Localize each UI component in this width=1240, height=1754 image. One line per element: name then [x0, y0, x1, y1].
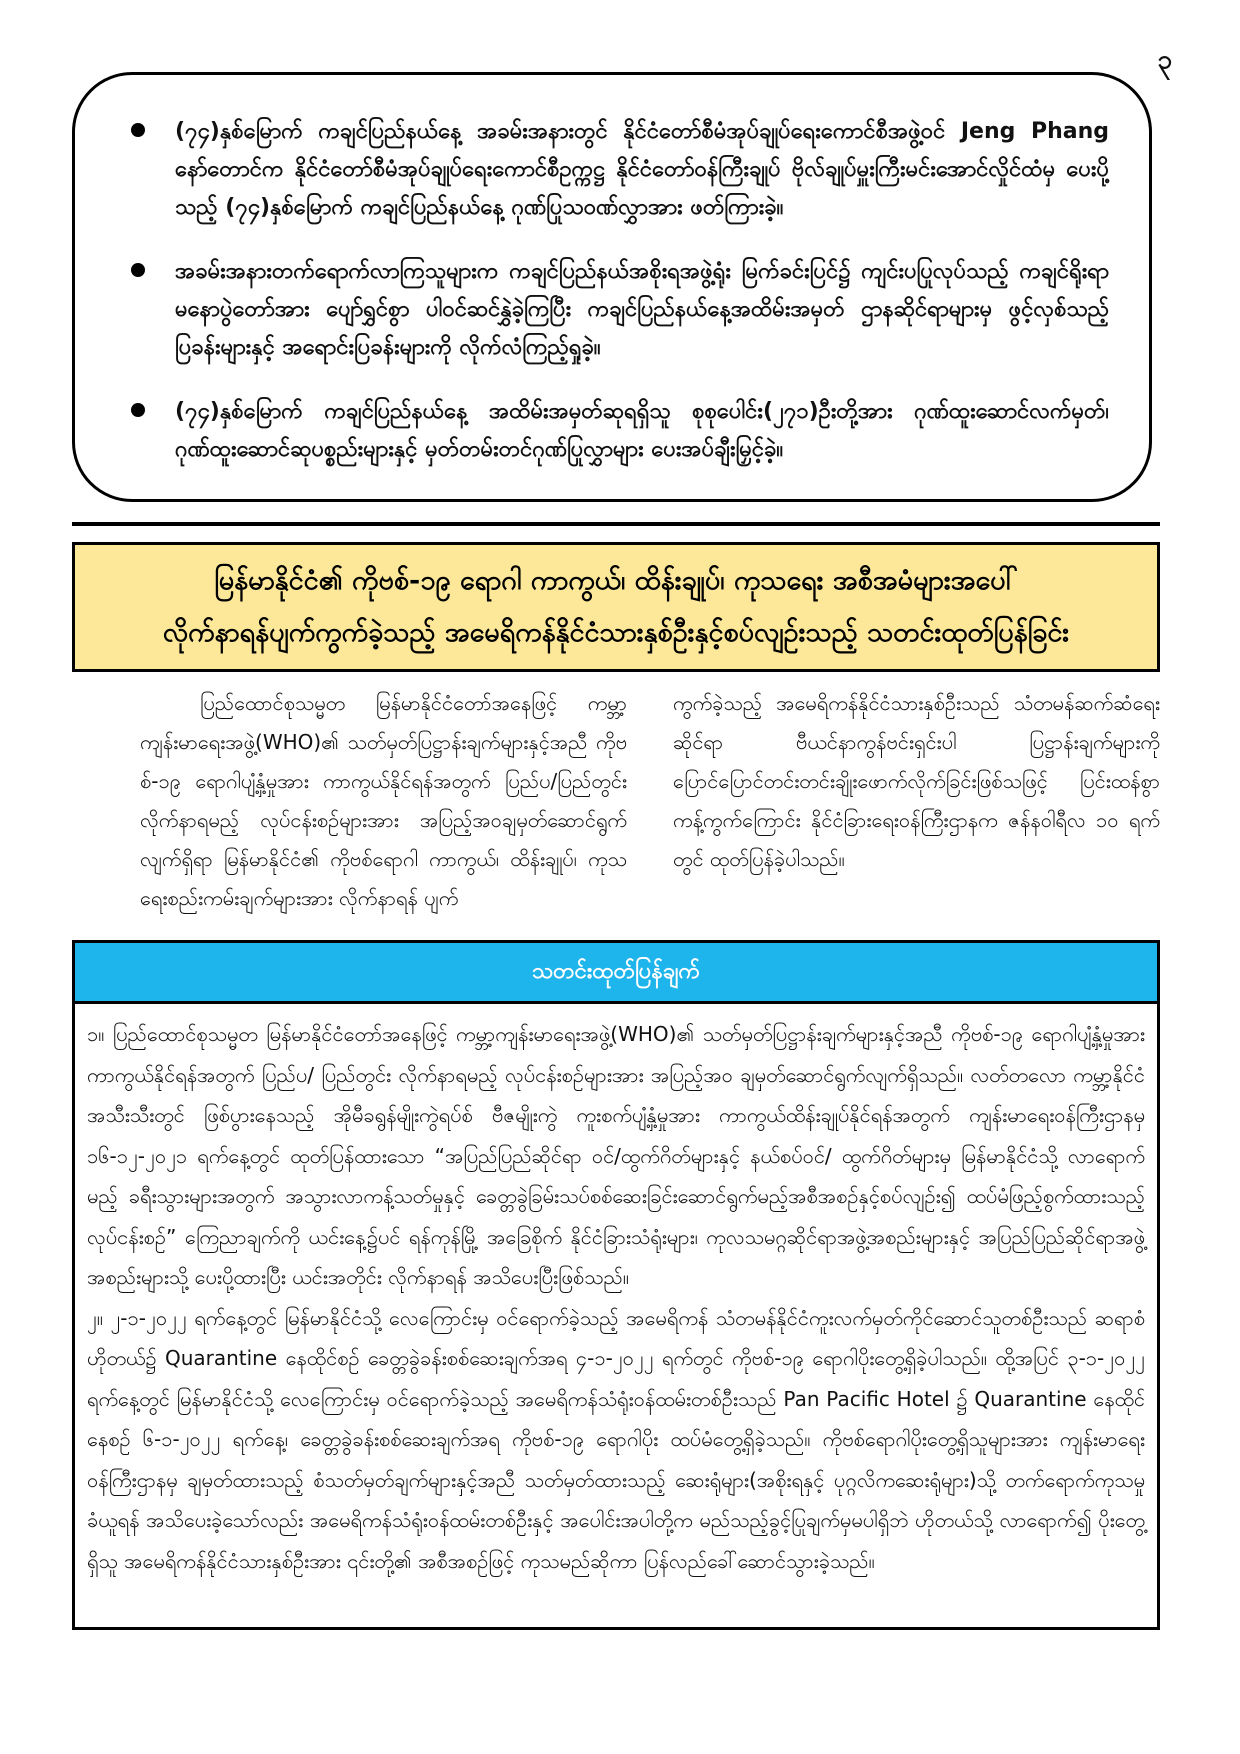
headline-line-1: မြန်မာနိုင်ငံ၏ ကိုဗစ်-၁၉ ရောဂါ ကာကွယ်၊ ထိန်းချုပ်၊ ကုသရေး အစီအမံများအပေါ် [214, 565, 1018, 596]
intro-columns [140, 684, 1160, 918]
highlight-text: အခမ်းအနားတက်ရောက်လာကြသူများက ကချင်ပြည်နယ်အစိုးရအဖွဲ့ရုံး မြက်ခင်းပြင်၌ ကျင်းပပြုလုပ်သည့် ကချင်ရိုးရာမနောပွဲတော်အား ပျော်ရွှင်စွာ ပါဝင်ဆင်နွှဲခဲ့ကြပြီး ကချင်ပြည်နယ်နေ့အထိမ်းအမှတ် ဌာနဆိုင်ရာများမှ ဖွင့်လှစ်သည့်ပြခန်းများနှင့် အရောင်းပြခန်းများကို လိုက်လံကြည့်ရှုခဲ့။ [175, 259, 1109, 360]
highlight-text: (၇၄)နှစ်မြောက် ကချင်ပြည်နယ်နေ့ အခမ်းအနားတွင် နိုင်ငံတော်စီမံအုပ်ချုပ်ရေးကောင်စီအဖွဲ့ဝင် Jeng Phang နော်တောင်က နိုင်ငံတော်စီမံအုပ်ချုပ်ရေးကောင်စီဥက္ကဋ္ဌ နိုင်ငံတော်ဝန်ကြီးချုပ် ဗိုလ်ချုပ်မှူးကြီးမင်းအောင်လှိုင်ထံမှ ပေးပို့သည့် (၇၄)နှစ်မြောက် ကချင်ပြည်နယ်နေ့ ဂုဏ်ပြုသဝဏ်လွှာအား ဖတ်ကြားခဲ့။ [175, 119, 1109, 220]
highlights-callout [72, 72, 1152, 502]
section-divider [72, 522, 1160, 526]
press-statement-title: သတင်းထုတ်ပြန်ချက် [75, 943, 1157, 1004]
press-statement-box [72, 940, 1160, 1630]
press-statement-body [75, 1004, 1157, 1581]
statement-paragraph-1: ၁။ ပြည်ထောင်စုသမ္မတ မြန်မာနိုင်ငံတော်အနေဖြင့် ကမ္ဘာ့ကျန်းမာရေးအဖွဲ့(WHO)၏ သတ်မှတ်ပြဋ္ဌာန်းချက်များနှင့်အညီ ကိုဗစ်-၁၉ ရောဂါပျံ့နှံ့မှုအား ကာကွယ်နိုင်ရန်အတွက် ပြည်ပ/ ပြည်တွင်း လိုက်နာရမည့် လုပ်ငန်းစဉ်များအား အပြည့်အဝ ချမှတ်ဆောင်ရွက်လျက်ရှိသည်။ လတ်တလော ကမ္ဘာ့နိုင်ငံအသီးသီးတွင် ဖြစ်ပွားနေသည့် အိုမီခရွန်မျိုးကွဲရပ်စ် ဗီဇမျိုးကွဲ ကူးစက်ပျံ့နှံ့မှုအား ကာကွယ်ထိန်းချုပ်နိုင်ရန်အတွက် ကျန်းမာရေးဝန်ကြီးဌာနမှ ၁၆-၁၂-၂၀၂၁ ရက်နေ့တွင် ထုတ်ပြန်ထားသော “အပြည်ပြည်ဆိုင်ရာ ဝင်/ထွက်ဂိတ်များနှင့် နယ်စပ်ဝင်/ ထွက်ဂိတ်များမှ မြန်မာနိုင်ငံသို့ လာရောက်မည့် ခရီးသွားများအတွက် အသွားလာကန့်သတ်မှုနှင့် ခေတ္တခွဲခြမ်းသပ်စစ်ဆေးခြင်းဆောင်ရွက်မည့်အစီအစဉ်နှင့်စပ်လျဉ်း၍ ထပ်မံဖြည့်စွက်ထားသည့် လုပ်ငန်းစဉ်” ကြေညာချက်ကို ယင်းနေ့၌ပင် ရန်ကုန်မြို့ အခြေစိုက် နိုင်ငံခြားသံရုံးများ၊ ကုလသမဂ္ဂဆိုင်ရာအဖွဲ့အစည်းများနှင့် အပြည်ပြည်ဆိုင်ရာအဖွဲ့အစည်းများသို့ ပေးပို့ထားပြီး ယင်းအတိုင်း လိုက်နာရန် အသိပေးပြီးဖြစ်သည်။ [87, 1022, 1145, 1289]
highlight-item [131, 393, 1109, 469]
highlights-list [131, 113, 1109, 469]
bullet-icon [131, 263, 145, 277]
highlight-text: (၇၄)နှစ်မြောက် ကချင်ပြည်နယ်နေ့ အထိမ်းအမှတ်ဆုရရှိသူ စုစုပေါင်း(၂၇၁)ဦးတို့အား ဂုဏ်ထူးဆောင်လက်မှတ်၊ ဂုဏ်ထူးဆောင်ဆုပစ္စည်းများနှင့် မှတ်တမ်းတင်ဂုဏ်ပြုလွှာများ ပေးအပ်ချီးမြှင့်ခဲ့။ [175, 399, 1109, 462]
statement-paragraph-2: ၂။ ၂-၁-၂၀၂၂ ရက်နေ့တွင် မြန်မာနိုင်ငံသို့ လေကြောင်းမှ ဝင်ရောက်ခဲ့သည့် အမေရိကန် သံတမန်နိုင်ငံကူးလက်မှတ်ကိုင်ဆောင်သူတစ်ဦးသည် ဆရာစံဟိုတယ်၌ Quarantine နေထိုင်စဉ် ခေတ္တခွဲခန်းစစ်ဆေးချက်အရ ၄-၁-၂၀၂၂ ရက်တွင် ကိုဗစ်-၁၉ ရောဂါပိုးတွေ့ရှိခဲ့ပါသည်။ ထို့အပြင် ၃-၁-၂၀၂၂ ရက်နေ့တွင် မြန်မာနိုင်ငံသို့ လေကြောင်းမှ ဝင်ရောက်ခဲ့သည့် အမေရိကန်သံရုံးဝန်ထမ်းတစ်ဦးသည် Pan Pacific Hotel ၌ Quarantine နေထိုင်နေစဉ် ၆-၁-၂၀၂၂ ရက်နေ့၊ ခေတ္တခွဲခန်းစစ်ဆေးချက်အရ ကိုဗစ်-၁၉ ရောဂါပိုး ထပ်မံတွေ့ရှိခဲ့သည်။ ကိုဗစ်ရောဂါပိုးတွေ့ရှိသူများအား ကျန်းမာရေးဝန်ကြီးဌာနမှ ချမှတ်ထားသည့် စံသတ်မှတ်ချက်များနှင့်အညီ သတ်မှတ်ထားသည့် ဆေးရုံများ(အစိုးရနှင့် ပုဂ္ဂလိကဆေးရုံများ)သို့ တက်ရောက်ကုသမှုခံယူရန် အသိပေးခဲ့သော်လည်း အမေရိကန်သံရုံးဝန်ထမ်းတစ်ဦးနှင့် အပေါင်းအပါတို့က မည်သည့်ခွင့်ပြုချက်မှမပါရှိဘဲ ဟိုတယ်သို့ လာရောက်၍ ပိုးတွေ့ရှိသူ အမေရိကန်နိုင်ငံသားနှစ်ဦးအား ၎င်းတို့၏ အစီအစဉ်ဖြင့် ကုသမည်ဆိုကာ ပြန်လည်ခေါ်ဆောင်သွားခဲ့သည်။ [87, 1305, 1145, 1573]
page-number: ၃ [1157, 45, 1172, 75]
bullet-icon [131, 403, 145, 417]
highlight-item [131, 113, 1109, 227]
highlight-item [131, 253, 1109, 367]
headline-box [72, 542, 1160, 672]
bullet-icon [131, 123, 145, 137]
intro-left-column: ပြည်ထောင်စုသမ္မတ မြန်မာနိုင်ငံတော်အနေဖြင့် ကမ္ဘာ့ကျန်းမာရေးအဖွဲ့(WHO)၏ သတ်မှတ်ပြဋ္ဌာန်းချက်များနှင့်အညီ ကိုဗစ်-၁၉ ရောဂါပျံ့နှံ့မှုအား ကာကွယ်နိုင်ရန်အတွက် ပြည်ပ/ပြည်တွင်း လိုက်နာရမည့် လုပ်ငန်းစဉ်များအား အပြည့်အဝချမှတ်ဆောင်ရွက်လျက်ရှိရာ မြန်မာနိုင်ငံ၏ ကိုဗစ်ရောဂါ ကာကွယ်၊ ထိန်းချုပ်၊ ကုသရေးစည်းကမ်းချက်များအား လိုက်နာရန် ပျက် [140, 691, 627, 910]
headline-line-2: လိုက်နာရန်ပျက်ကွက်ခဲ့သည့် အမေရိကန်နိုင်ငံသားနှစ်ဦးနှင့်စပ်လျဉ်းသည့် သတင်းထုတ်ပြန်ခြင်း [162, 617, 1070, 648]
intro-right-column: ကွက်ခဲ့သည့် အမေရိကန်နိုင်ငံသားနှစ်ဦးသည် သံတမန်ဆက်ဆံရေးဆိုင်ရာ ဗီယင်နာကွန်ဗင်းရှင်းပါ ပြဋ္ဌာန်းချက်များကို ပြောင်ပြောင်တင်းတင်းချိုးဖောက်လိုက်ခြင်းဖြစ်သဖြင့် ပြင်းထန်စွာကန့်ကွက်ကြောင်း နိုင်ငံခြားရေးဝန်ကြီးဌာနက ဇန်နဝါရီလ ၁၀ ရက်တွင် ထုတ်ပြန်ခဲ့ပါသည်။ [673, 691, 1160, 871]
